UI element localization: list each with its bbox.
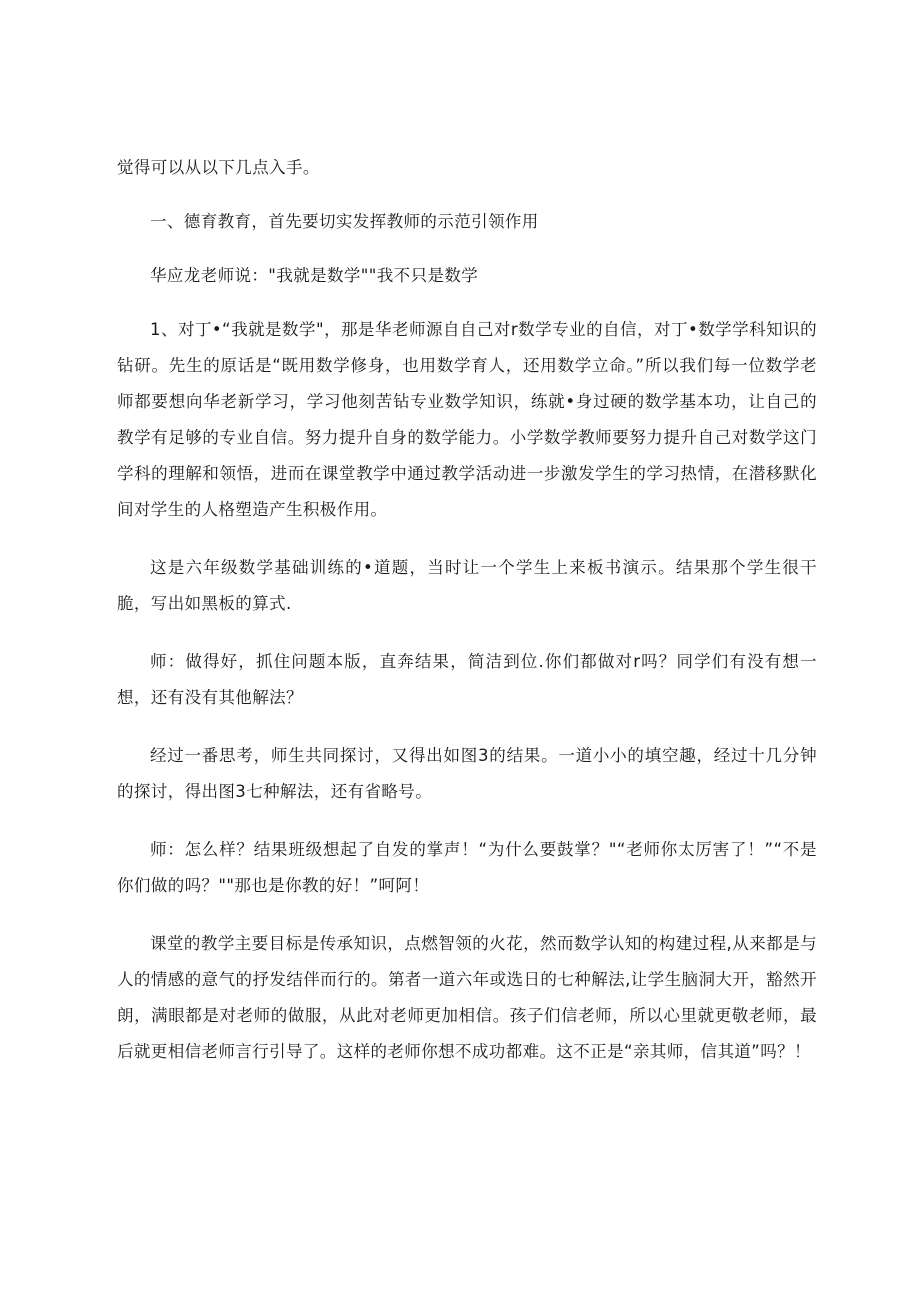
paragraph-intro: 觉得可以从以下几点入手。 [117,158,320,177]
paragraph-example: 这是六年级数学基础训练的•道题，当时让一个学生上来板书演示。结果那个学生很干脆，写出如黑板的算式. [117,558,817,613]
paragraph-quote: 华应龙老师说："我就是数学""我不只是数学 [150,266,479,285]
paragraph-conclusion: 课堂的教学主要目标是传承知识，点燃智领的火花，然而数学认知的构建过程,从来都是与人的情感的意气的抒发结伴而行的。第者一道六年或选日的七种解法,让学生脑洞大开，豁然开朗，满眼都是对老师的做服，从此对老师更加相信。孩子们信老师，所以心里就更敬老师，最后就更相信老师言行引导了。这样的老师你想不成功都难。这不正是“亲其师，信其道”吗？！ [117,934,817,1061]
paragraph-point-1: 1、对丁•“我就是数学"，那是华老师源自自己对r数学专业的自信，对丁•数学学科知识的钻研。先生的原话是“既用数学修身，也用数学育人，还用数学立命。”所以我们每一位数学老师都要想向华老新学习，学习他刻苦钻专业数学知识，练就•身过硬的数学基本功，让自己的教学有足够的专业自信。努力提升自身的数学能力。小学数学教师要努力提升自己对数学这门学科的理解和领悟，进而在课堂教学中通过教学活动进一步激发学生的学习热情，在潜移默化间对学生的人格塑造产生积极作用。 [117,320,817,519]
document-body [117,150,817,1092]
section-heading: 一、德育教育，首先要切实发挥教师的示范引领作用 [150,212,539,231]
paragraph-teacher-2: 师：怎么样？结果班级想起了自发的掌声！“为什么要鼓掌？"“老师你太厉害了！”“不是你们做的吗？""那也是你教的好！”呵阿！ [117,840,817,895]
paragraph-discussion: 经过一番思考，师生共同探讨，又得出如图3的结果。一道小小的填空趣，经过十几分钟的探讨，得出图3七种解法，还有省略号。 [117,746,817,801]
paragraph-teacher-1: 师：做得好，抓住问题本版，直奔结果，简洁到位.你们都做对r吗？同学们有没有想一想，还有没有其他解法？ [117,652,817,707]
